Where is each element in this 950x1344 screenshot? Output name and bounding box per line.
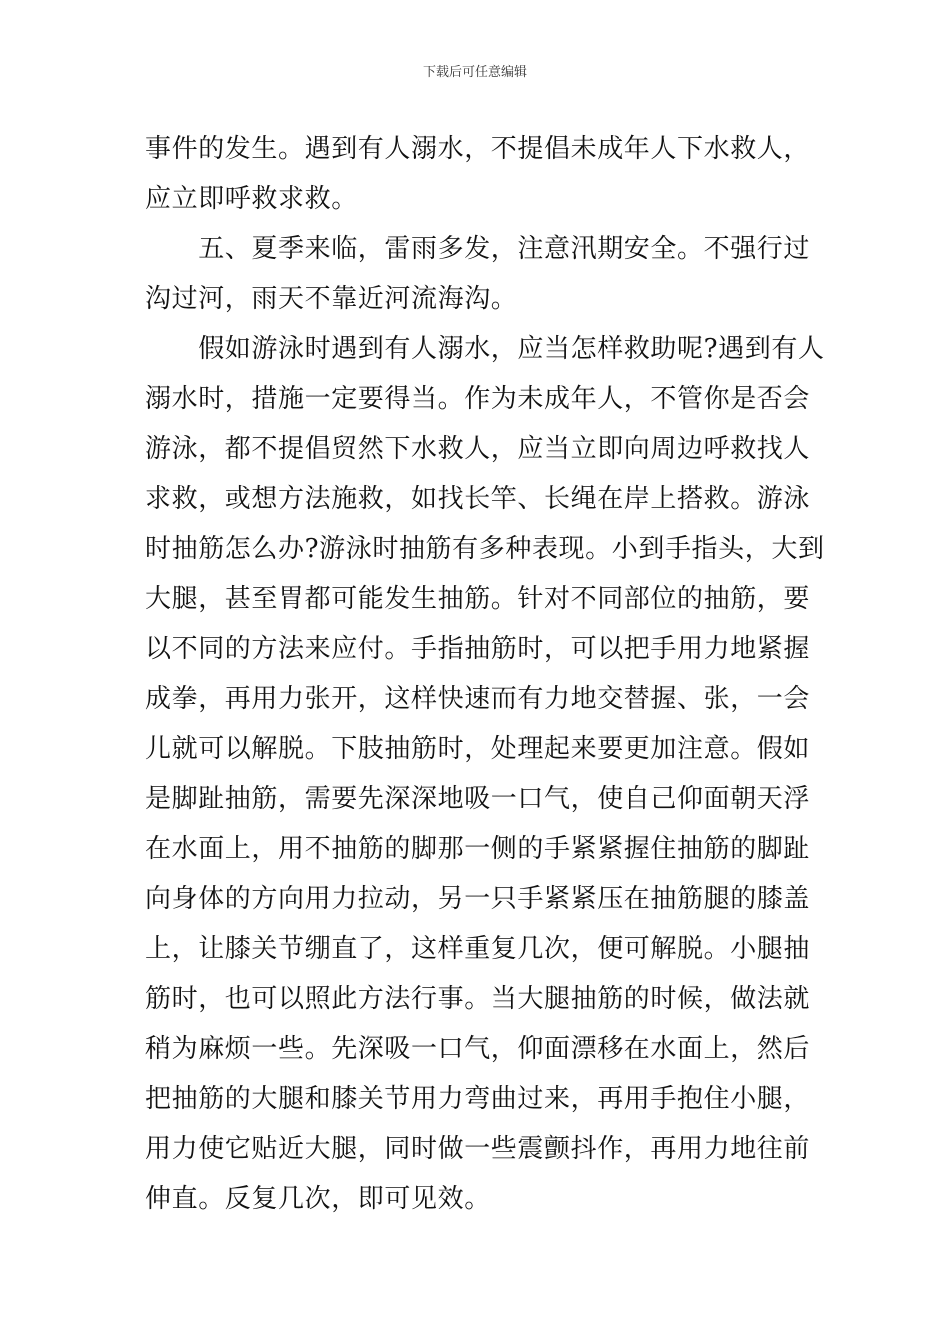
text-line: 儿就可以解脱。下肢抽筋时，处理起来要更加注意。假如 bbox=[145, 734, 811, 764]
text-line: 事件的发生。遇到有人溺水，不提倡未成年人下水救人， bbox=[145, 134, 811, 164]
text-line: 向身体的方向用力拉动，另一只手紧紧压在抽筋腿的膝盖 bbox=[145, 884, 811, 914]
text-line: 成拳，再用力张开，这样快速而有力地交替握、张，一会 bbox=[145, 684, 811, 714]
text-line: 五、夏季来临，雷雨多发，注意汛期安全。不强行过 bbox=[145, 234, 811, 264]
text-line: 上，让膝关节绷直了，这样重复几次，便可解脱。小腿抽 bbox=[145, 934, 811, 964]
text-line: 求救，或想方法施救，如找长竿、长绳在岸上搭救。游泳 bbox=[145, 484, 811, 514]
document-body bbox=[145, 124, 825, 1224]
text-line: 是脚趾抽筋，需要先深深地吸一口气，使自己仰面朝天浮 bbox=[145, 784, 811, 814]
text-line: 沟过河，雨天不靠近河流海沟。 bbox=[145, 284, 518, 314]
text-line: 以不同的方法来应付。手指抽筋时，可以把手用力地紧握 bbox=[145, 634, 811, 664]
text-line: 伸直。反复几次，即可见效。 bbox=[145, 1184, 491, 1214]
text-line: 时抽筋怎么办?游泳时抽筋有多种表现。小到手指头，大到 bbox=[145, 534, 825, 564]
page-header: 下载后可任意编辑 bbox=[422, 65, 527, 80]
text-line: 假如游泳时遇到有人溺水，应当怎样救助呢?遇到有人 bbox=[145, 334, 825, 364]
text-line: 把抽筋的大腿和膝关节用力弯曲过来，再用手抱住小腿， bbox=[145, 1084, 811, 1114]
text-line: 应立即呼救求救。 bbox=[145, 184, 358, 214]
text-line: 大腿，甚至胃都可能发生抽筋。针对不同部位的抽筋，要 bbox=[145, 584, 811, 614]
text-line: 在水面上，用不抽筋的脚那一侧的手紧紧握住抽筋的脚趾 bbox=[145, 834, 811, 864]
text-line: 用力使它贴近大腿，同时做一些震颤抖作，再用力地往前 bbox=[145, 1134, 811, 1164]
text-line: 筋时，也可以照此方法行事。当大腿抽筋的时候，做法就 bbox=[145, 984, 811, 1014]
text-line: 溺水时，措施一定要得当。作为未成年人，不管你是否会 bbox=[145, 384, 811, 414]
text-line: 游泳，都不提倡贸然下水救人，应当立即向周边呼救找人 bbox=[145, 434, 811, 464]
text-line: 稍为麻烦一些。先深吸一口气，仰面漂移在水面上，然后 bbox=[145, 1034, 811, 1064]
